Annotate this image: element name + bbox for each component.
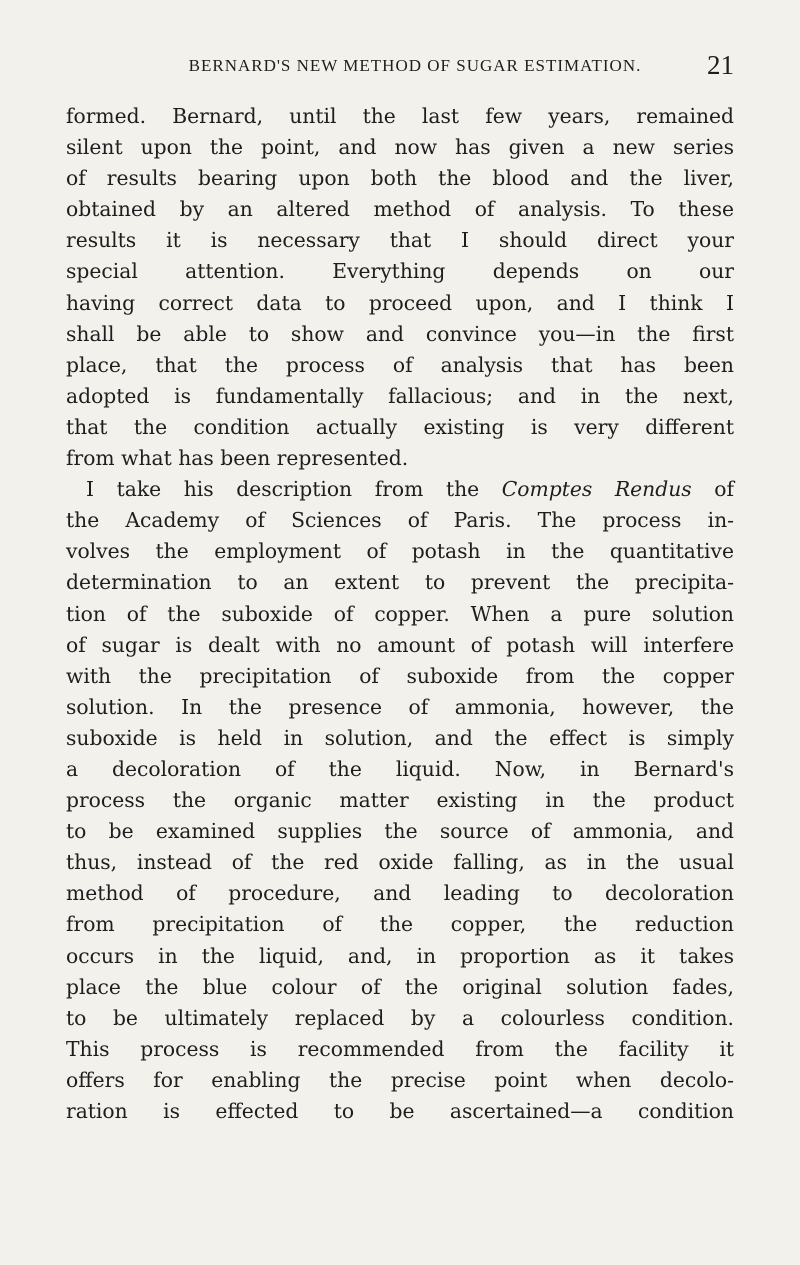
text-line: suboxide is held in solution, and the effect is simply xyxy=(66,725,734,750)
text-line: of sugar is dealt with no amount of potash will interfere xyxy=(66,632,734,657)
text-line: adopted is fundamentally fallacious; and in the next, xyxy=(66,383,734,408)
text-line: results it is necessary that I should direct your xyxy=(66,228,734,253)
italic-title: Comptes Rendus xyxy=(501,477,692,502)
text-line: from what has been represented. xyxy=(66,446,409,471)
text-line: obtained by an altered method of analysis. To these xyxy=(66,197,734,222)
text-line: silent upon the point, and now has given a new series xyxy=(66,135,734,160)
text-line: to be examined supplies the source of ammonia, and xyxy=(66,819,734,844)
text-line: shall be able to show and convince you—in the first xyxy=(66,321,734,346)
text-line: a decoloration of the liquid. Now, in Bernard's xyxy=(66,756,734,781)
text-line: ration is effected to be ascertained—a condition xyxy=(66,1099,734,1123)
text-line: with the precipitation of suboxide from the copper xyxy=(66,663,734,688)
text-line: volves the employment of potash in the quantitative xyxy=(66,539,734,564)
text-line: occurs in the liquid, and, in proportion as it takes xyxy=(66,943,734,968)
text-line: to be ultimately replaced by a colourless condition. xyxy=(66,1005,734,1030)
text-line: of results bearing upon both the blood and the liver, xyxy=(66,166,734,191)
text-line: the Academy of Sciences of Paris. The process in- xyxy=(66,508,734,533)
text-line: process the organic matter existing in the product xyxy=(66,788,734,813)
running-head xyxy=(96,50,734,96)
text-line: that the condition actually existing is very different xyxy=(66,414,734,439)
text-line: This process is recommended from the facility it xyxy=(66,1036,734,1061)
running-title: BERNARD'S NEW METHOD OF SUGAR ESTIMATION. xyxy=(188,56,642,75)
text-line: having correct data to proceed upon, and I think I xyxy=(66,290,734,315)
body-text xyxy=(66,101,734,1127)
text-line: thus, instead of the red oxide falling, as in the usual xyxy=(66,850,734,875)
text-line: formed. Bernard, until the last few years, remained xyxy=(66,104,734,128)
text-line: method of procedure, and leading to decoloration xyxy=(66,881,734,906)
page-number: 21 xyxy=(707,50,734,80)
text-fragment: of xyxy=(691,477,734,502)
text-fragment: I take his description from the xyxy=(86,477,502,502)
text-line: offers for enabling the precise point when decolo- xyxy=(66,1067,734,1092)
text-line: from precipitation of the copper, the reduction xyxy=(66,912,734,937)
paragraph-first-line xyxy=(66,474,734,505)
text-line: special attention. Everything depends on our xyxy=(66,259,734,284)
text-line: tion of the suboxide of copper. When a pure solution xyxy=(66,601,734,626)
text-line: place, that the process of analysis that has been xyxy=(66,352,734,377)
text-line: determination to an extent to prevent the precipita- xyxy=(66,570,734,595)
text-line: place the blue colour of the original solution fades, xyxy=(66,974,734,999)
text-line: solution. In the presence of ammonia, however, the xyxy=(66,694,734,719)
